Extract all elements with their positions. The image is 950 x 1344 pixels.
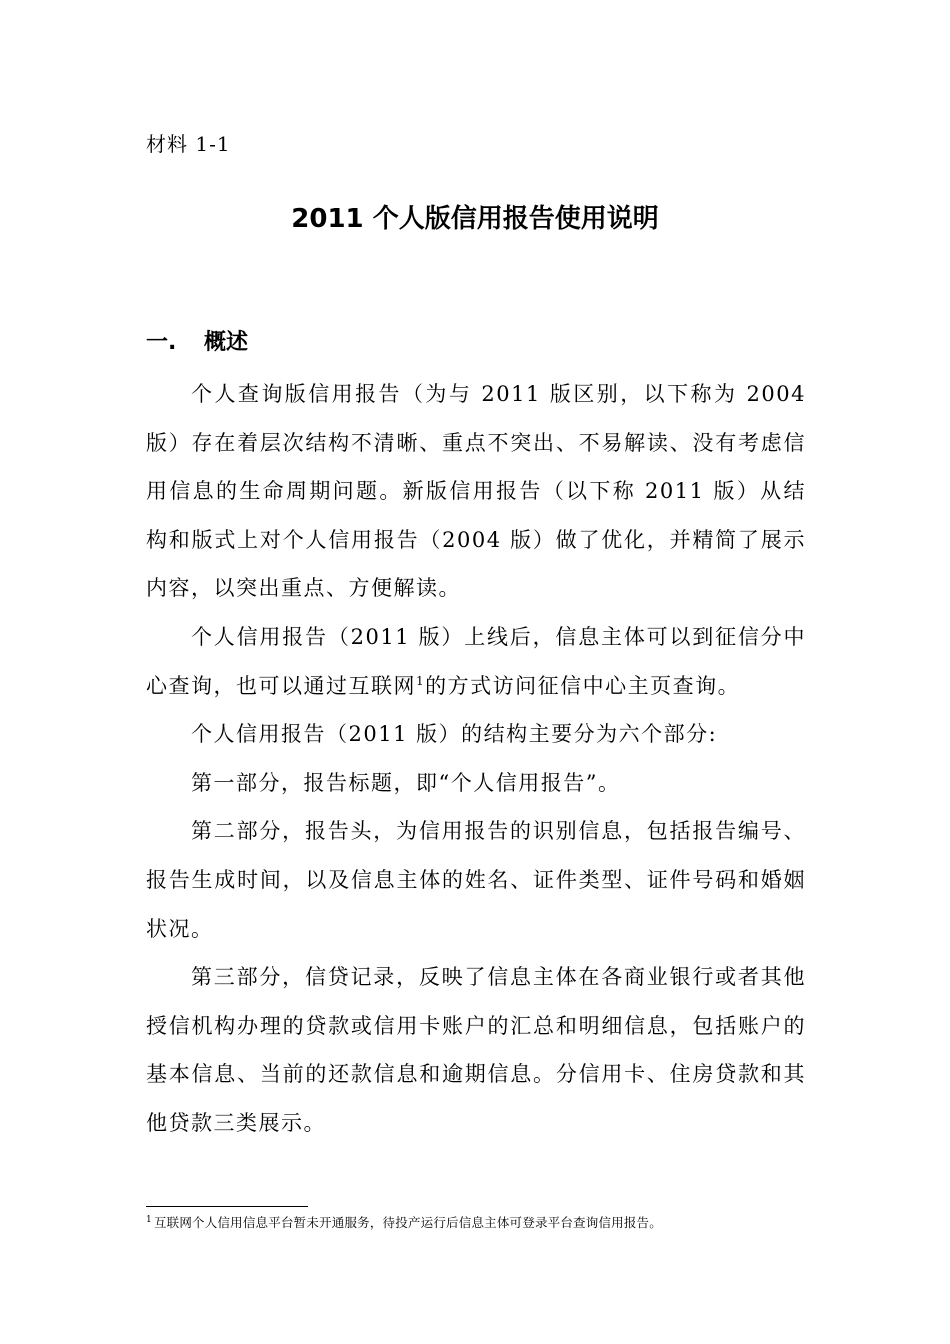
section-title: 概述 — [204, 330, 249, 355]
footnote-divider — [146, 1206, 308, 1207]
footnote — [146, 1213, 662, 1231]
footnote-text: 互联网个人信用信息平台暂未开通服务，待投产运行后信息主体可登录平台查询信用报告。 — [153, 1215, 662, 1230]
paragraph-online-access — [146, 613, 806, 710]
paragraph-overview: 个人查询版信用报告（为与 2011 版区别，以下称为 2004 版）存在着层次结构不清晰、重点不突出、不易解读、没有考虑信用信息的生命周期问题。新版信用报告（以下称 2011 版）从结构和版式上对个人信用报告（2004 版）做了优化，并精简了展示内容，以突出重点、方便解读。 — [146, 382, 806, 601]
paragraph-part-two: 第二部分，报告头，为信用报告的识别信息，包括报告编号、报告生成时间，以及信息主体的姓名、证件类型、证件号码和婚姻状况。 — [146, 819, 806, 941]
paragraph-structure-intro: 个人信用报告（2011 版）的结构主要分为六个部分: — [191, 722, 718, 747]
footnote-mark: 1 — [146, 1214, 152, 1225]
paragraph-part-one: 第一部分，报告标题，即“个人信用报告”。 — [191, 770, 621, 795]
material-label: 材料 1-1 — [146, 132, 231, 156]
paragraph-online-access-start: 个人信用报告（2011 版）上线后，信息主体可以到征信分中心查询，也可以通过互联网 — [146, 624, 806, 698]
section-heading — [146, 325, 248, 356]
paragraph-part-three: 第三部分，信贷记录，反映了信息主体在各商业银行或者其他授信机构办理的贷款或信用卡账户的汇总和明细信息，包括账户的基本信息、当前的还款信息和逾期信息。分信用卡、住房贷款和其他贷款三类展示。 — [146, 965, 806, 1135]
footnote-reference[interactable]: 1 — [416, 673, 426, 688]
body-text — [146, 370, 806, 1148]
paragraph-online-access-end: 的方式访问征信中心主页查询。 — [425, 673, 741, 698]
document-title: 2011 个人版信用报告使用说明 — [291, 204, 659, 234]
section-number: 一. — [146, 330, 177, 355]
